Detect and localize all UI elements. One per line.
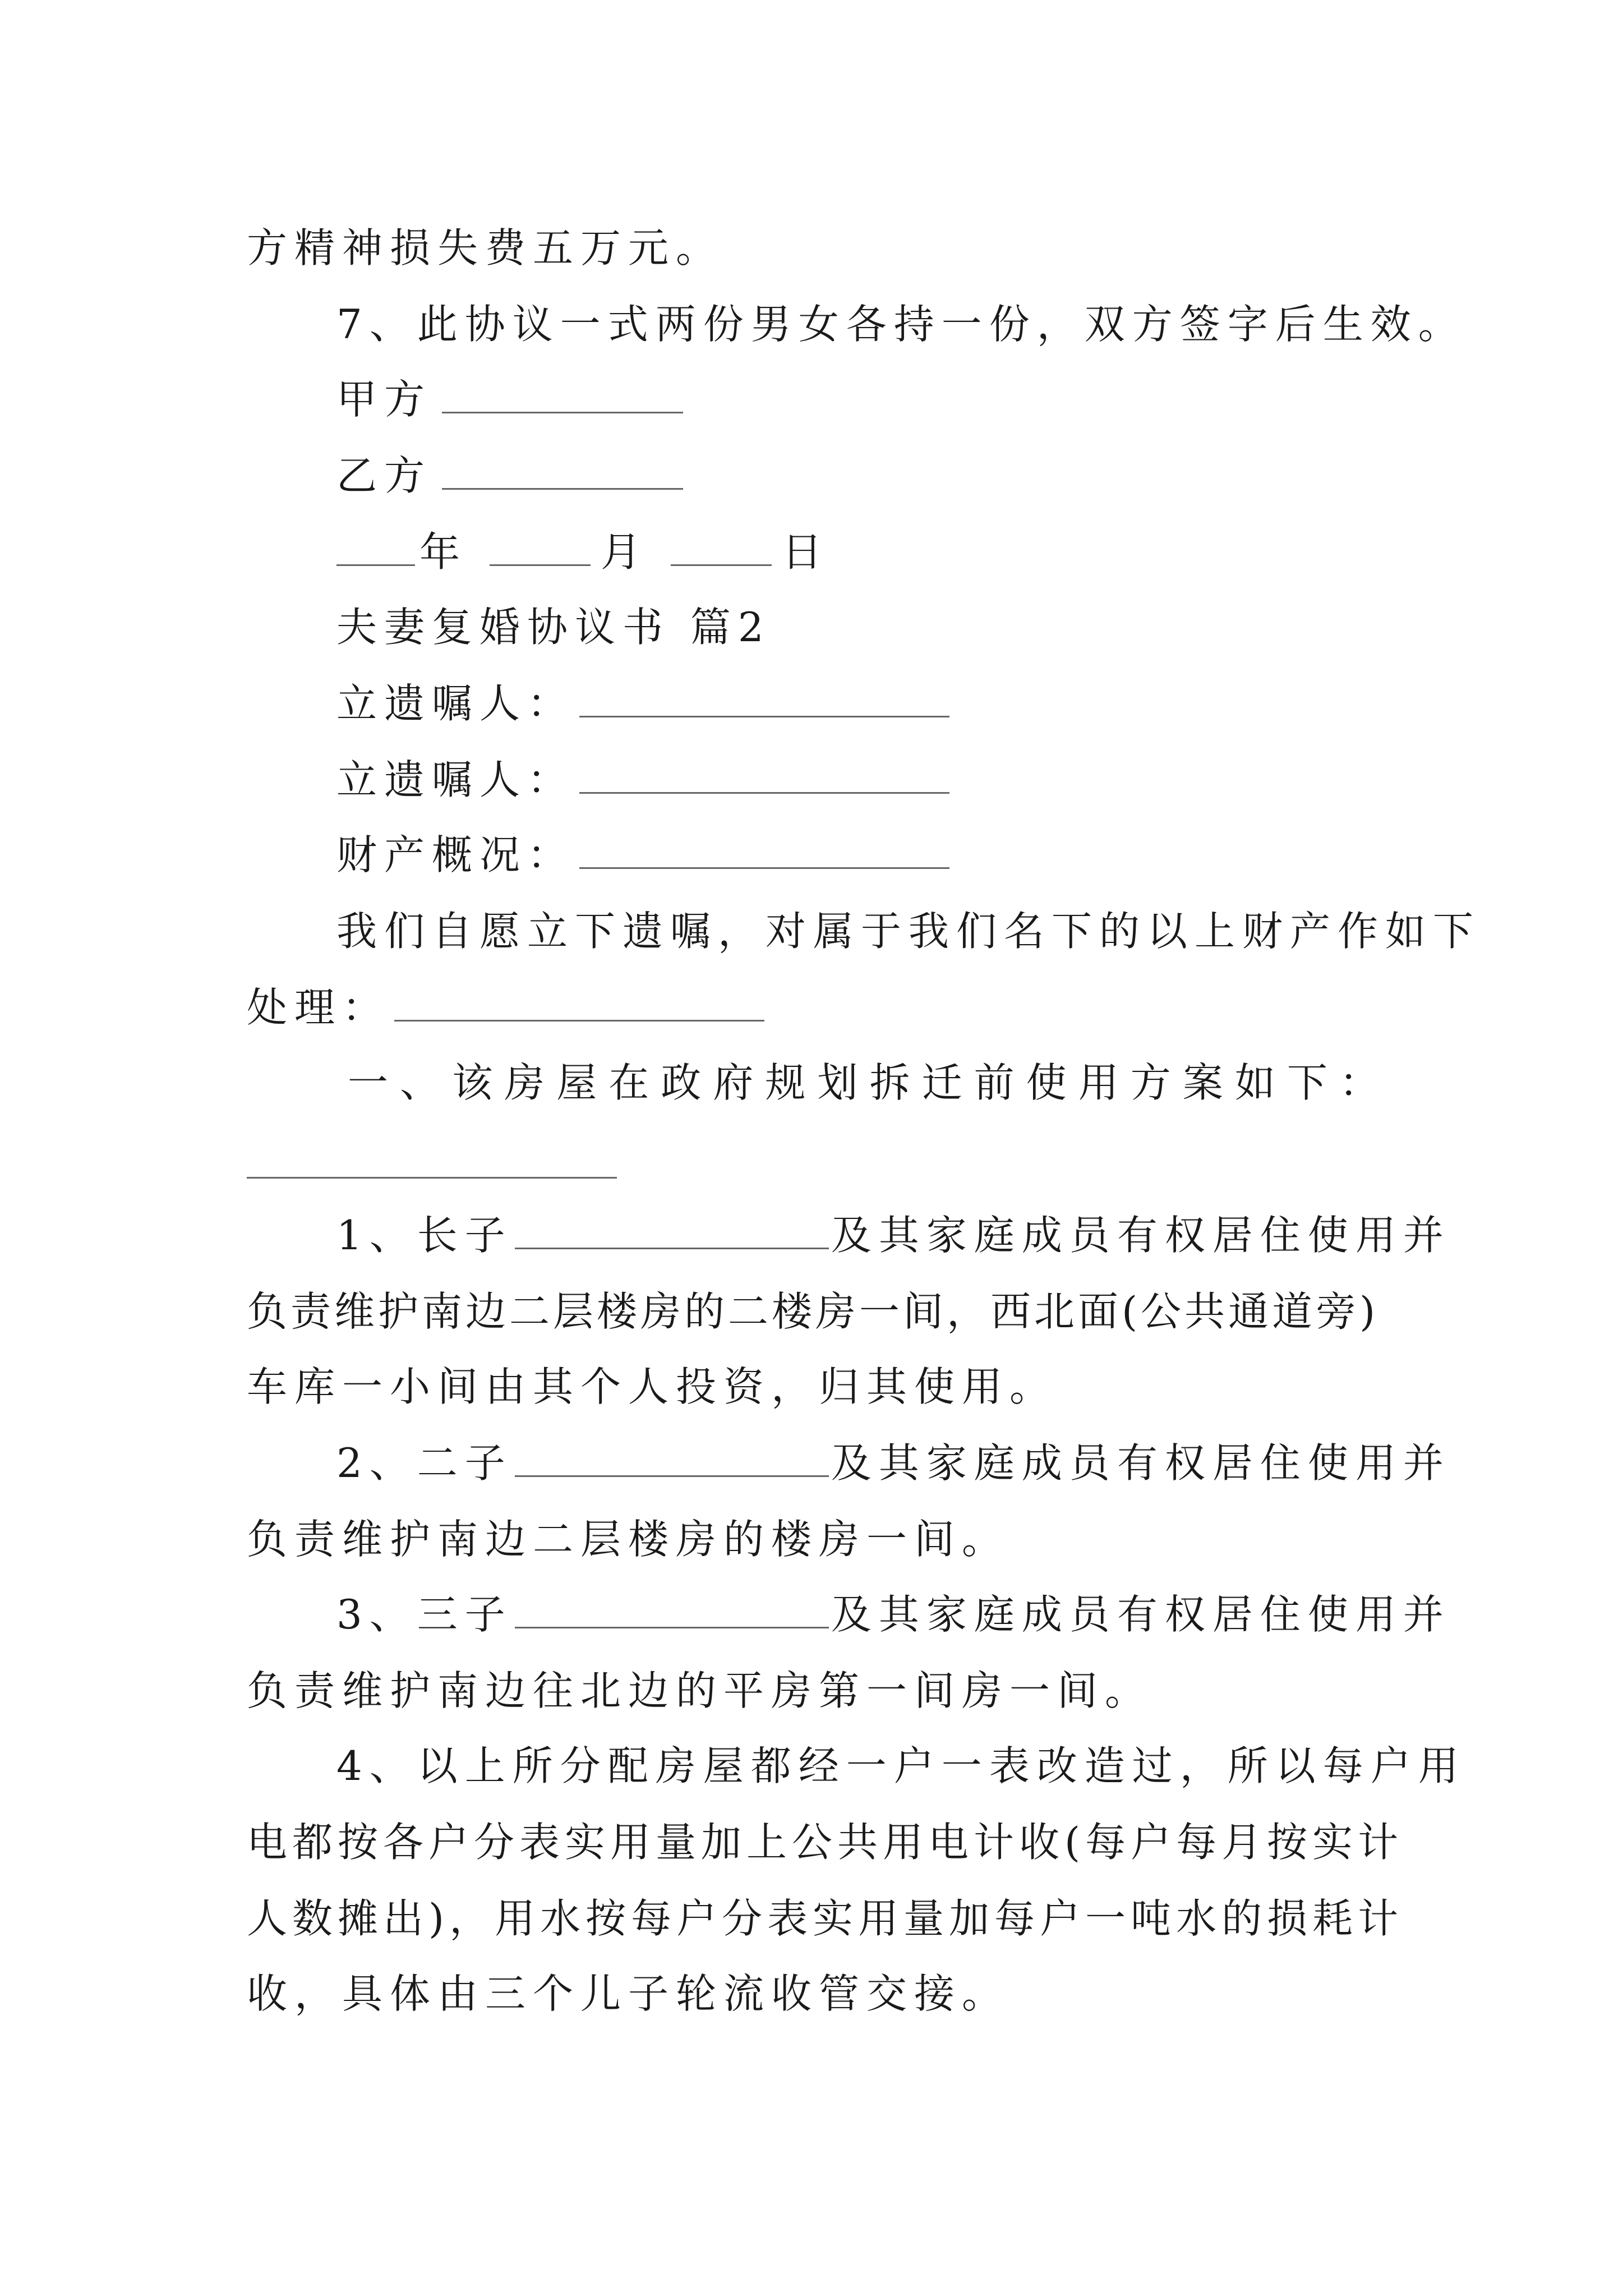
testator1-line [336, 675, 954, 731]
property-label: 财产概况： [336, 831, 575, 878]
item2-line [336, 1435, 1451, 1491]
property-blank [579, 834, 949, 869]
signature-line-party-b [336, 448, 693, 504]
item1-blank [515, 1214, 829, 1249]
text-line: 负责维护南边往北边的平房第一间房一间。 [247, 1667, 1153, 1714]
testator2-label: 立遗嘱人： [336, 756, 575, 803]
party-b-blank [442, 454, 683, 490]
text-line: 4、以上所分配房屋都经一户一表改造过，所以每户用 [336, 1742, 1466, 1789]
year-blank [336, 531, 415, 566]
month-blank [490, 531, 591, 566]
property-line [336, 827, 954, 883]
item3-suffix: 及其家庭成员有权居住使用并 [831, 1591, 1451, 1638]
item2-blank [515, 1442, 829, 1477]
party-b-label: 乙方 [336, 452, 432, 499]
day-blank [671, 531, 772, 566]
section-heading: 夫妻复婚协议书 篇2 [336, 604, 771, 651]
item3-blank [515, 1593, 829, 1628]
testator2-line [336, 752, 954, 808]
item1-line [336, 1207, 1451, 1263]
disposal-line [247, 979, 769, 1036]
party-a-blank [442, 378, 683, 413]
text-line: 我们自愿立下遗嘱，对属于我们名下的以上财产作如下 [336, 908, 1481, 955]
text-line: 方精神损失费五万元。 [247, 224, 724, 272]
year-label: 年 [419, 528, 468, 576]
item2-suffix: 及其家庭成员有权居住使用并 [831, 1439, 1451, 1487]
text-line: 电都按各户分表实用量加上公共用电计收(每户每月按实计 [247, 1819, 1404, 1866]
plan-blank [247, 1177, 617, 1179]
text-line: 收，具体由三个儿子轮流收管交接。 [247, 1970, 1010, 2017]
item1-prefix: 1、长子 [336, 1212, 513, 1259]
testator2-blank [579, 758, 949, 794]
plan-heading: 一、该房屋在政府规划拆迁前使用方案如下： [348, 1059, 1380, 1106]
party-a-label: 甲方 [336, 376, 432, 423]
item1-suffix: 及其家庭成员有权居住使用并 [831, 1212, 1451, 1259]
testator1-blank [579, 682, 949, 717]
testator1-label: 立遗嘱人： [336, 680, 575, 727]
date-line [336, 524, 829, 580]
text-line: 人数摊出)，用水按每户分表实用量加每户一吨水的损耗计 [247, 1895, 1404, 1942]
month-label: 月 [601, 528, 649, 576]
text-line: 7、此协议一式两份男女各持一份，双方签字后生效。 [336, 301, 1466, 348]
signature-line-party-a [336, 371, 693, 427]
item3-line [336, 1586, 1451, 1642]
disposal-blank [394, 986, 764, 1022]
day-label: 日 [782, 528, 830, 576]
text-line: 负责维护南边二层楼房的二楼房一间，西北面(公共通道旁) [247, 1288, 1379, 1335]
item3-prefix: 3、三子 [336, 1591, 513, 1638]
item2-prefix: 2、二子 [336, 1439, 513, 1487]
text-line: 车库一小间由其个人投资，归其使用。 [247, 1363, 1058, 1410]
disposal-label: 处理： [247, 984, 390, 1031]
text-line: 负责维护南边二层楼房的楼房一间。 [247, 1516, 1010, 1563]
